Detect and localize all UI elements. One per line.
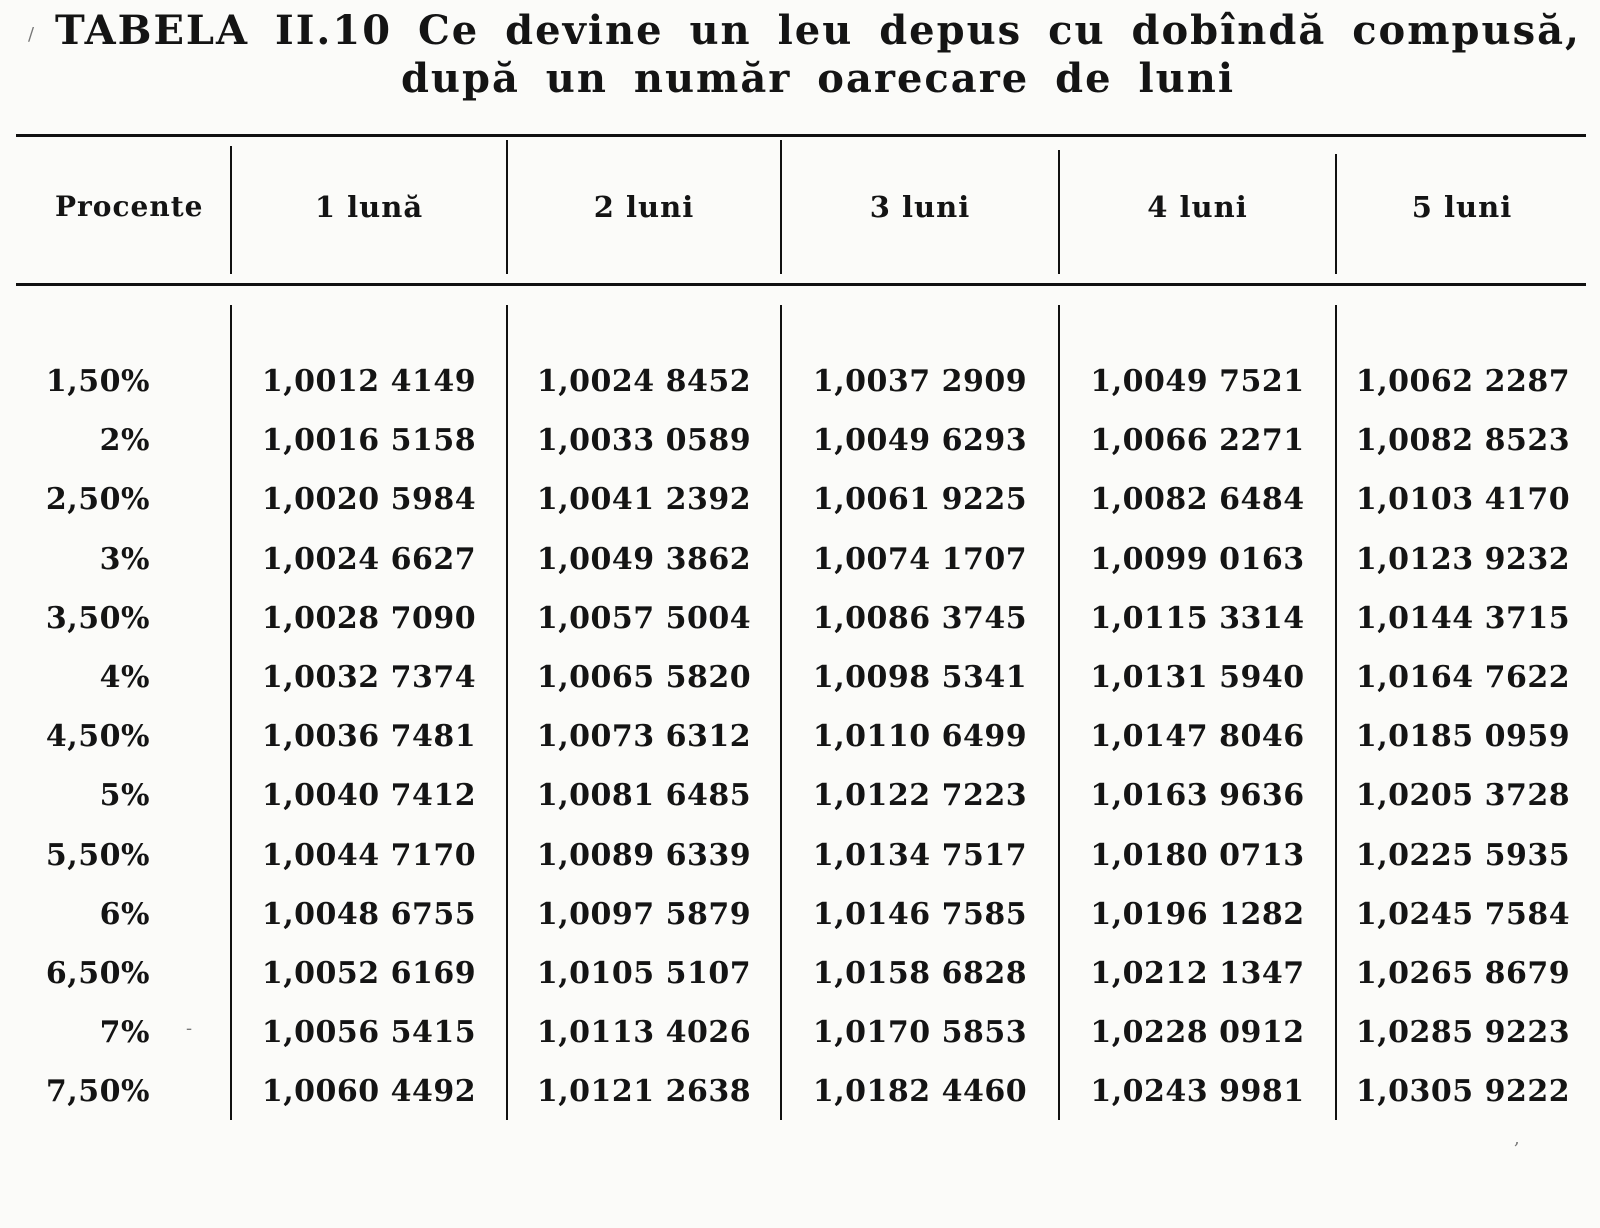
value-cell: 1,0049 7521: [1090, 364, 1305, 399]
percent-cell: 6%: [99, 897, 150, 932]
value-cell: 1,0285 9223: [1355, 1015, 1571, 1050]
value-cell: 1,0057 5004: [536, 601, 752, 636]
value-cell: 1,0305 9222: [1355, 1074, 1571, 1109]
value-cell: 1,0122 7223: [812, 778, 1028, 813]
percent-cell: 2,50%: [45, 482, 150, 517]
value-cell: 1,0066 2271: [1090, 423, 1305, 458]
scan-mark: -: [186, 1018, 193, 1039]
value-cell: 1,0144 3715: [1355, 601, 1571, 636]
value-cell: 1,0212 1347: [1090, 956, 1305, 991]
scan-mark: /: [28, 24, 35, 45]
value-cell: 1,0245 7584: [1355, 897, 1571, 932]
value-cell: 1,0049 6293: [812, 423, 1028, 458]
value-cell: 1,0024 8452: [536, 364, 752, 399]
value-cell: 1,0164 7622: [1355, 660, 1571, 695]
value-cell: 1,0041 2392: [536, 482, 752, 517]
header-procente: Procente: [55, 190, 204, 223]
value-cell: 1,0146 7585: [812, 897, 1028, 932]
value-cell: 1,0113 4026: [536, 1015, 752, 1050]
value-cell: 1,0028 7090: [261, 601, 477, 636]
value-cell: 1,0044 7170: [261, 838, 477, 873]
value-cell: 1,0032 7374: [261, 660, 477, 695]
value-cell: 1,0049 3862: [536, 542, 752, 577]
value-cell: 1,0048 6755: [261, 897, 477, 932]
value-cell: 1,0205 3728: [1355, 778, 1571, 813]
header-5-luni: 5 luni: [1411, 190, 1513, 224]
percent-cell: 1,50%: [45, 364, 150, 399]
table-title-line-2: după un număr oarecare de luni: [400, 55, 1236, 102]
value-cell: 1,0163 9636: [1090, 778, 1305, 813]
percent-cell: 7%: [99, 1015, 150, 1050]
value-cell: 1,0121 2638: [536, 1074, 752, 1109]
value-cell: 1,0082 8523: [1355, 423, 1571, 458]
value-cell: 1,0170 5853: [812, 1015, 1028, 1050]
header-rule: [16, 283, 1586, 286]
percent-cell: 5%: [99, 778, 150, 813]
value-cell: 1,0081 6485: [536, 778, 752, 813]
value-cell: 1,0033 0589: [536, 423, 752, 458]
percent-cell: 4%: [99, 660, 150, 695]
value-cell: 1,0158 6828: [812, 956, 1028, 991]
header-2-luni: 2 luni: [593, 190, 695, 224]
value-cell: 1,0103 4170: [1355, 482, 1571, 517]
table-title-line-1: TABELA II.10 Ce devine un leu depus cu dobîndă compusă,: [55, 7, 1581, 54]
percent-cell: 3%: [99, 542, 150, 577]
value-cell: 1,0123 9232: [1355, 542, 1571, 577]
value-cell: 1,0147 8046: [1090, 719, 1305, 754]
value-cell: 1,0061 9225: [812, 482, 1028, 517]
value-cell: 1,0036 7481: [261, 719, 477, 754]
value-cell: 1,0131 5940: [1090, 660, 1305, 695]
value-cell: 1,0098 5341: [812, 660, 1028, 695]
value-cell: 1,0225 5935: [1355, 838, 1571, 873]
percent-cell: 5,50%: [45, 838, 150, 873]
percent-cell: 7,50%: [45, 1074, 150, 1109]
value-cell: 1,0062 2287: [1355, 364, 1571, 399]
value-cell: 1,0182 4460: [812, 1074, 1028, 1109]
value-cell: 1,0037 2909: [812, 364, 1028, 399]
value-cell: 1,0086 3745: [812, 601, 1028, 636]
header-4-luni: 4 luni: [1147, 190, 1248, 224]
value-cell: 1,0243 9981: [1090, 1074, 1305, 1109]
header-3-luni: 3 luni: [869, 190, 971, 224]
value-cell: 1,0105 5107: [536, 956, 752, 991]
top-rule: [16, 134, 1586, 137]
value-cell: 1,0180 0713: [1090, 838, 1305, 873]
value-cell: 1,0073 6312: [536, 719, 752, 754]
value-cell: 1,0115 3314: [1090, 601, 1305, 636]
header-1-luna: 1 lună: [314, 190, 424, 224]
value-cell: 1,0020 5984: [261, 482, 477, 517]
value-cell: 1,0074 1707: [812, 542, 1028, 577]
percent-cell: 4,50%: [45, 719, 150, 754]
value-cell: 1,0065 5820: [536, 660, 752, 695]
value-cell: 1,0265 8679: [1355, 956, 1571, 991]
value-cell: 1,0110 6499: [812, 719, 1028, 754]
value-cell: 1,0060 4492: [261, 1074, 477, 1109]
value-cell: 1,0040 7412: [261, 778, 477, 813]
value-cell: 1,0024 6627: [261, 542, 477, 577]
value-cell: 1,0196 1282: [1090, 897, 1305, 932]
value-cell: 1,0185 0959: [1355, 719, 1571, 754]
value-cell: 1,0052 6169: [261, 956, 477, 991]
value-cell: 1,0089 6339: [536, 838, 752, 873]
value-cell: 1,0134 7517: [812, 838, 1028, 873]
value-cell: 1,0082 6484: [1090, 482, 1305, 517]
value-cell: 1,0056 5415: [261, 1015, 477, 1050]
percent-cell: 2%: [99, 423, 150, 458]
value-cell: 1,0016 5158: [261, 423, 477, 458]
value-cell: 1,0012 4149: [261, 364, 477, 399]
percent-cell: 6,50%: [45, 956, 150, 991]
percent-cell: 3,50%: [45, 601, 150, 636]
value-cell: 1,0099 0163: [1090, 542, 1305, 577]
value-cell: 1,0097 5879: [536, 897, 752, 932]
value-cell: 1,0228 0912: [1090, 1015, 1305, 1050]
scan-mark: ,: [1514, 1128, 1520, 1149]
